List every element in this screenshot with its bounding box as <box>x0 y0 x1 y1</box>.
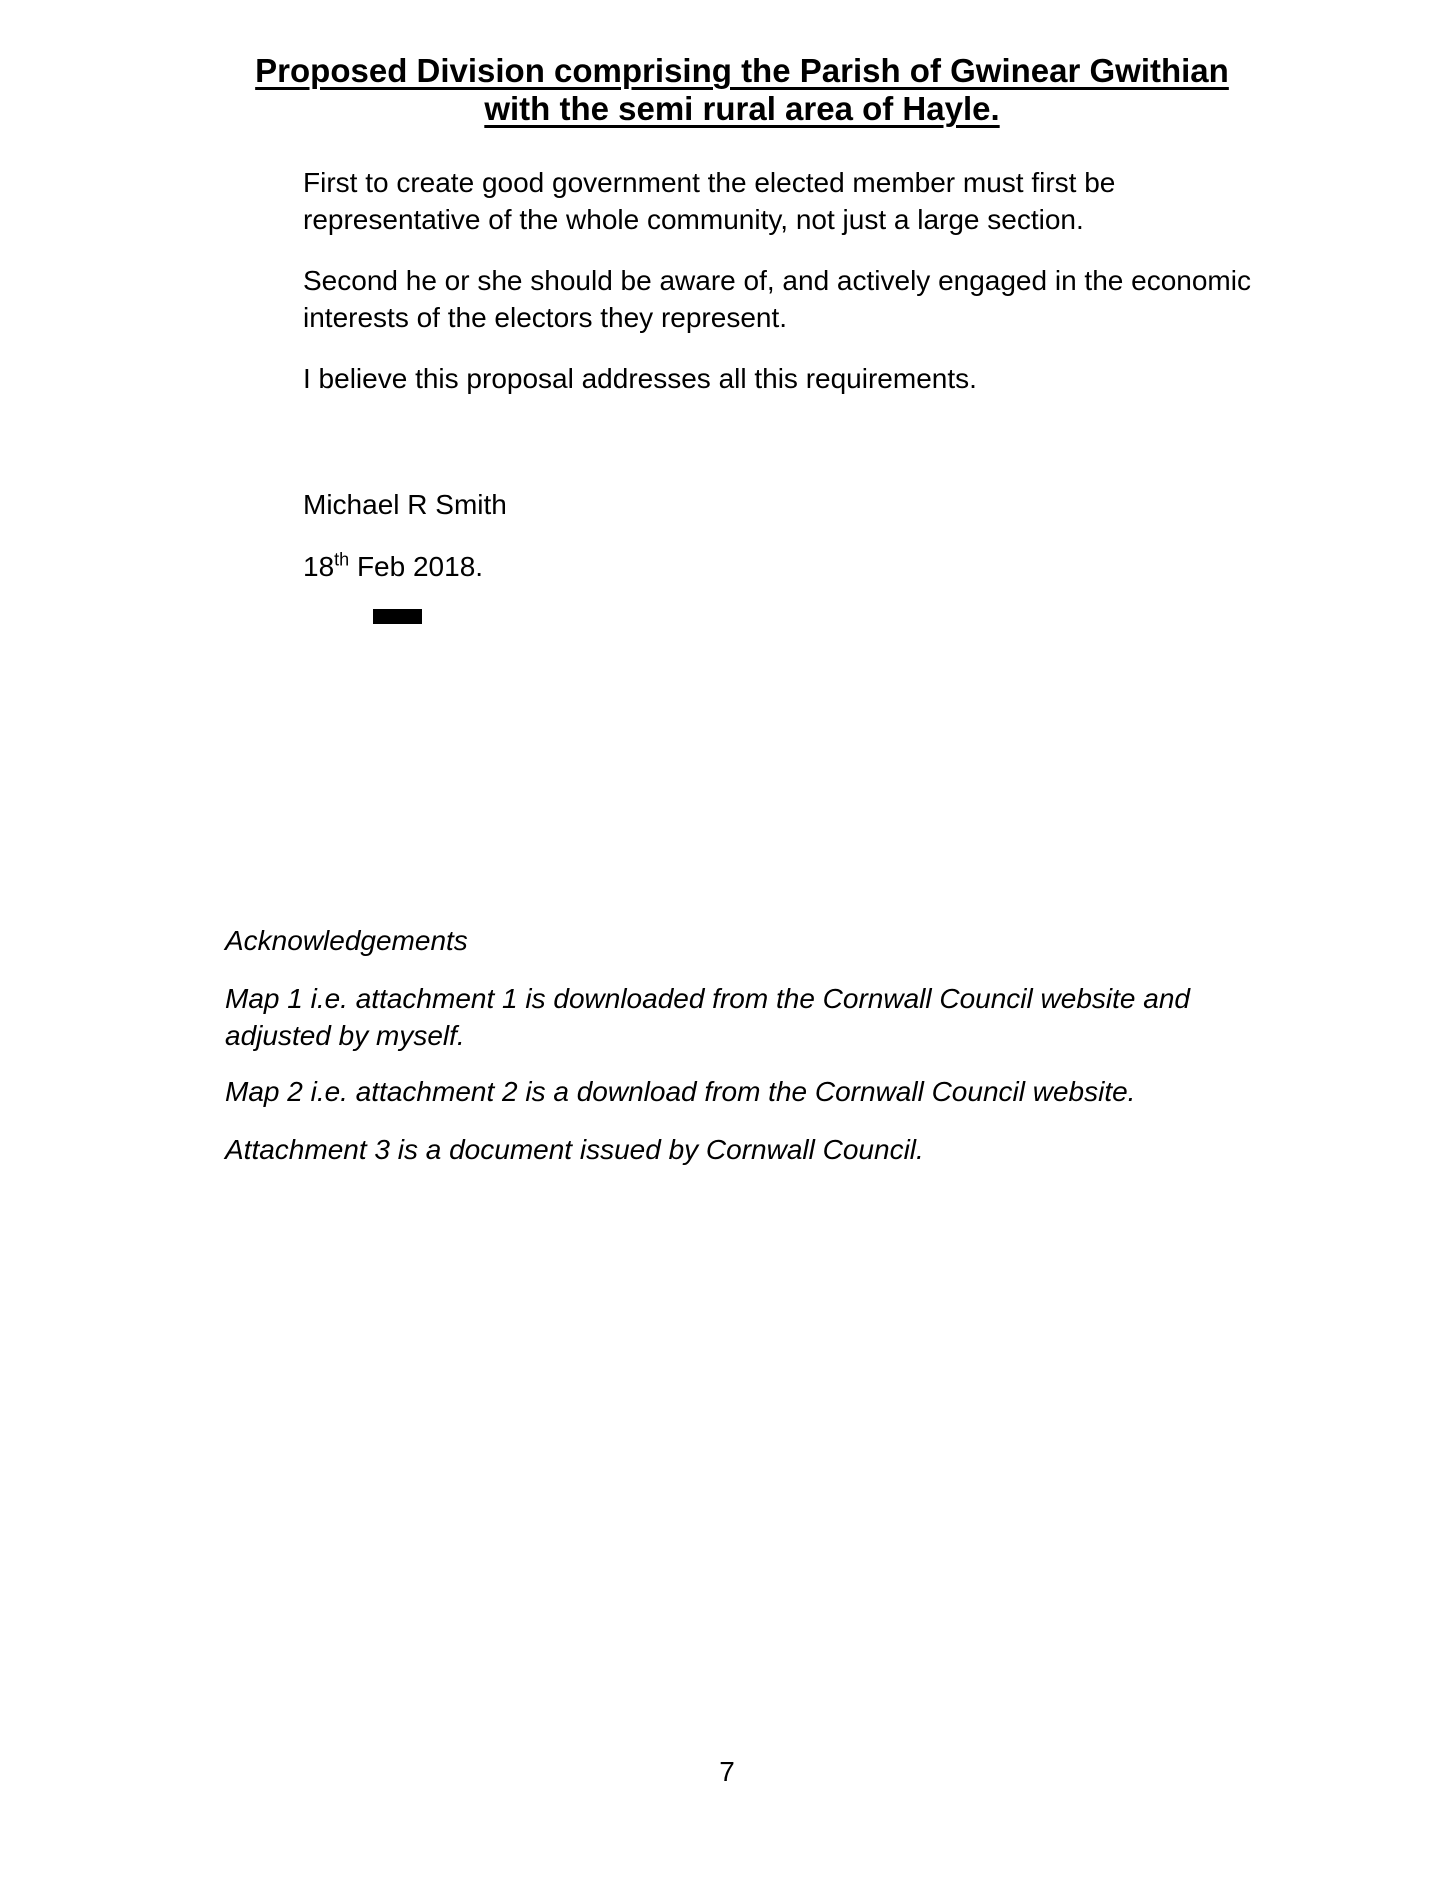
text-line: Map 1 i.e. attachment 1 is downloaded from the Cornwall Council website and <box>225 983 1190 1014</box>
acknowledgement-map2 <box>225 1073 1135 1110</box>
text-line: interests of the electors they represent. <box>303 302 788 333</box>
text-line: Map 2 i.e. attachment 2 is a download from the Cornwall Council website. <box>225 1076 1136 1107</box>
text-line: adjusted by myself. <box>225 1020 465 1051</box>
date-line <box>303 548 483 585</box>
date-rest: Feb 2018. <box>349 551 484 582</box>
text-line: Second he or she should be aware of, and actively engaged in the economic <box>303 265 1251 296</box>
page-number: 7 <box>719 1756 735 1787</box>
acknowledgement-map1 <box>225 980 1190 1054</box>
acknowledgements-heading <box>225 922 468 959</box>
text-line: representative of the whole community, not just a large section. <box>303 204 1084 235</box>
text-line: I believe this proposal addresses all this requirements. <box>303 363 977 394</box>
text-line: Michael R Smith <box>303 489 507 520</box>
document-title <box>30 52 1454 128</box>
title-line-2: with the semi rural area of Hayle. <box>484 90 1000 127</box>
signature-name <box>303 486 507 523</box>
text-line: Acknowledgements <box>225 925 468 956</box>
text-line: First to create good government the elected member must first be <box>303 167 1116 198</box>
paragraph-second <box>303 262 1251 336</box>
text-line: Attachment 3 is a document issued by Cornwall Council. <box>225 1134 924 1165</box>
paragraph-believe <box>303 360 977 397</box>
text-line <box>303 548 483 585</box>
date-day: 18 <box>303 551 335 582</box>
redaction-bar <box>373 609 422 624</box>
paragraph-first <box>303 164 1115 238</box>
date-ordinal: th <box>334 549 350 570</box>
acknowledgement-attachment3 <box>225 1131 924 1168</box>
title-line-1: Proposed Division comprising the Parish of Gwinear Gwithian <box>255 52 1229 89</box>
